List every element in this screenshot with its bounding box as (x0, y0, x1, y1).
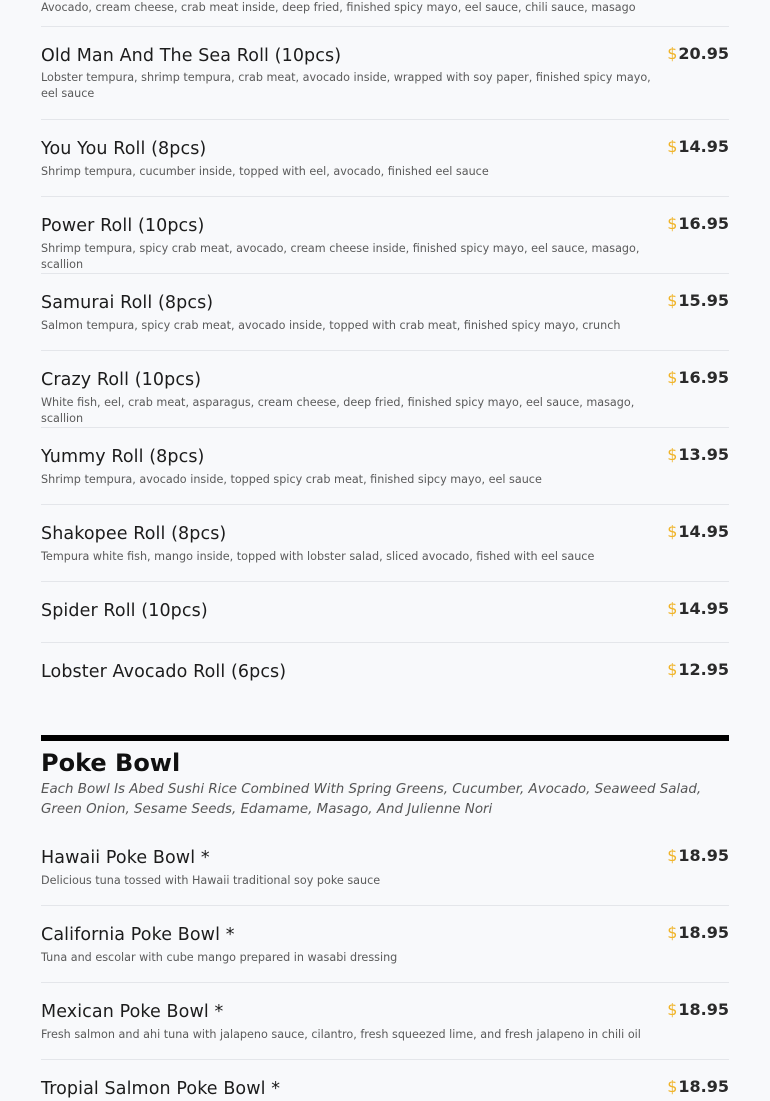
price-value: 16.95 (678, 214, 729, 233)
price-value: 14.95 (678, 522, 729, 541)
currency-symbol: $ (667, 291, 678, 310)
menu-item-description: Delicious tuna tossed with Hawaii traditional soy poke sauce (41, 874, 381, 887)
menu-item-name: Power Roll (10pcs) (41, 216, 205, 236)
price-value: 18.95 (678, 923, 729, 942)
menu-item-price (667, 660, 729, 679)
currency-symbol: $ (667, 368, 678, 387)
menu-item-name: Hawaii Poke Bowl * (41, 848, 210, 868)
currency-symbol: $ (667, 846, 678, 865)
menu-item-price (667, 1077, 729, 1096)
currency-symbol: $ (667, 923, 678, 942)
price-value: 18.95 (678, 1077, 729, 1096)
price-value: 14.95 (678, 599, 729, 618)
menu-item (41, 27, 729, 120)
currency-symbol: $ (667, 522, 678, 541)
menu-item (41, 505, 729, 582)
currency-symbol: $ (667, 44, 678, 63)
price-value: 18.95 (678, 1000, 729, 1019)
menu-item-name: Samurai Roll (8pcs) (41, 293, 214, 313)
menu-item-price (667, 44, 729, 63)
price-value: 20.95 (678, 44, 729, 63)
section-title: Poke Bowl (41, 749, 181, 777)
menu-item-price (667, 1000, 729, 1019)
menu-item-description: Tempura white fish, mango inside, topped with lobster salad, sliced avocado, fished with eel sauce (41, 550, 595, 563)
menu-item (41, 197, 729, 274)
currency-symbol: $ (667, 660, 678, 679)
menu-item-name: Mexican Poke Bowl * (41, 1002, 224, 1022)
currency-symbol: $ (667, 1000, 678, 1019)
price-value: 13.95 (678, 445, 729, 464)
menu-item-price (667, 291, 729, 310)
menu-item-name: Tropial Salmon Poke Bowl * (41, 1079, 281, 1099)
price-value: 16.95 (678, 368, 729, 387)
menu-item-price (667, 214, 729, 233)
menu-item-price (667, 137, 729, 156)
menu-item-name: Lobster Avocado Roll (6pcs) (41, 662, 287, 682)
menu-item-price (667, 599, 729, 618)
menu-item (41, 829, 729, 906)
menu-item (41, 0, 729, 27)
menu-item-description: Shrimp tempura, spicy crab meat, avocado, cream cheese inside, finished spicy mayo, eel sauce, masago, scallion (41, 242, 640, 271)
menu-item-price (667, 923, 729, 942)
menu-item-description: Fresh salmon and ahi tuna with jalapeno sauce, cilantro, fresh squeezed lime, and fresh jalapeno in chili oil (41, 1028, 641, 1041)
price-value: 18.95 (678, 846, 729, 865)
menu-item-description: White fish, eel, crab meat, asparagus, cream cheese, deep fried, finished spicy mayo, eel sauce, masago, scallion (41, 396, 635, 425)
menu-item-description: Tuna and escolar with cube mango prepared in wasabi dressing (41, 951, 398, 964)
menu-item-name: California Poke Bowl * (41, 925, 235, 945)
menu-item-name: You You Roll (8pcs) (41, 139, 207, 159)
menu-item (41, 274, 729, 351)
menu-item (41, 351, 729, 428)
section-note: Each Bowl Is Abed Sushi Rice Combined With Spring Greens, Cucumber, Avocado, Seaweed Salad, Green Onion, Sesame Seeds, Edamame, Masago, And Julienne Nori (41, 782, 702, 817)
price-value: 14.95 (678, 137, 729, 156)
menu-item (41, 428, 729, 505)
menu-item-description: Shrimp tempura, avocado inside, topped spicy crab meat, finished sipcy mayo, eel sauce (41, 473, 542, 486)
menu-item (41, 643, 729, 706)
menu-item (41, 582, 729, 643)
currency-symbol: $ (667, 1077, 678, 1096)
menu-item-price (667, 445, 729, 464)
menu-item-description: Salmon tempura, spicy crab meat, avocado inside, topped with crab meat, finished spicy mayo, crunch (41, 319, 621, 332)
menu-item-price (667, 368, 729, 387)
menu-item-name: Old Man And The Sea Roll (10pcs) (41, 46, 342, 66)
menu-item (41, 1060, 729, 1101)
menu-item-name: Crazy Roll (10pcs) (41, 370, 202, 390)
menu-item-description: Lobster tempura, shrimp tempura, crab meat, avocado inside, wrapped with soy paper, finished spicy mayo, eel sauce (41, 71, 651, 100)
menu-item (41, 983, 729, 1060)
section-divider-bar (41, 735, 729, 741)
currency-symbol: $ (667, 214, 678, 233)
menu-item-price (667, 846, 729, 865)
menu-item-name: Spider Roll (10pcs) (41, 601, 208, 621)
menu-item-price (667, 522, 729, 541)
menu-item (41, 120, 729, 197)
currency-symbol: $ (667, 599, 678, 618)
price-value: 12.95 (678, 660, 729, 679)
price-value: 15.95 (678, 291, 729, 310)
menu-item-description: Shrimp tempura, cucumber inside, topped with eel, avocado, finished eel sauce (41, 165, 489, 178)
menu-item-name: Shakopee Roll (8pcs) (41, 524, 227, 544)
menu-item (41, 906, 729, 983)
menu-item-description: Avocado, cream cheese, crab meat inside, deep fried, finished spicy mayo, eel sauce, chili sauce, masago (41, 1, 636, 14)
currency-symbol: $ (667, 137, 678, 156)
currency-symbol: $ (667, 445, 678, 464)
menu-item-name: Yummy Roll (8pcs) (41, 447, 205, 467)
